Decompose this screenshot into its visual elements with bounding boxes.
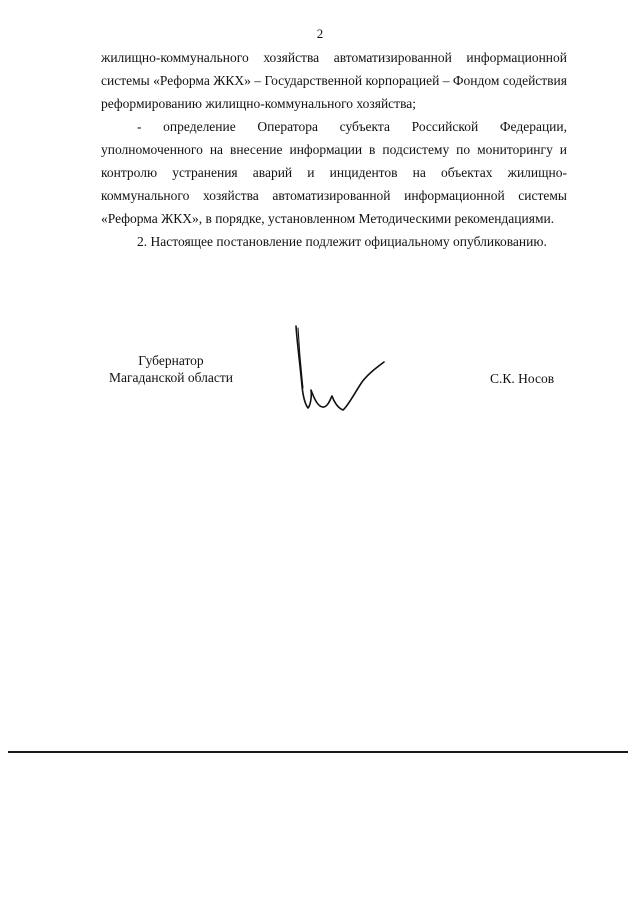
signatory-region: Магаданской области [109, 370, 233, 385]
paragraph-operator-definition: - определение Оператора субъекта Российской Федерации, уполномоченного на внесение информации в подсистему по мониторингу и контролю устранения аварий и инцидентов на объектах жилищно-коммунального хозяйства автоматизированной информационной системы «Реформа ЖКХ», в порядке, установленном Методическими рекомендациями. [101, 119, 567, 226]
footer-divider [8, 751, 628, 753]
signature-block [0, 352, 640, 442]
signatory-name: С.К. Носов [490, 371, 555, 386]
signatory-title [96, 352, 246, 386]
page-number: 2 [316, 26, 324, 41]
document-body [101, 46, 567, 253]
paragraph-publication: 2. Настоящее постановление подлежит официальному опубликованию. [137, 234, 547, 249]
signatory-position: Губернатор [138, 353, 204, 368]
paragraph-continuation: жилищно-коммунального хозяйства автоматизированной информационной системы «Реформа ЖКХ» – Государственной корпорацией – Фондом содействия реформированию жилищно-коммунального хозяйства; [101, 50, 567, 111]
handwritten-signature [288, 324, 388, 424]
